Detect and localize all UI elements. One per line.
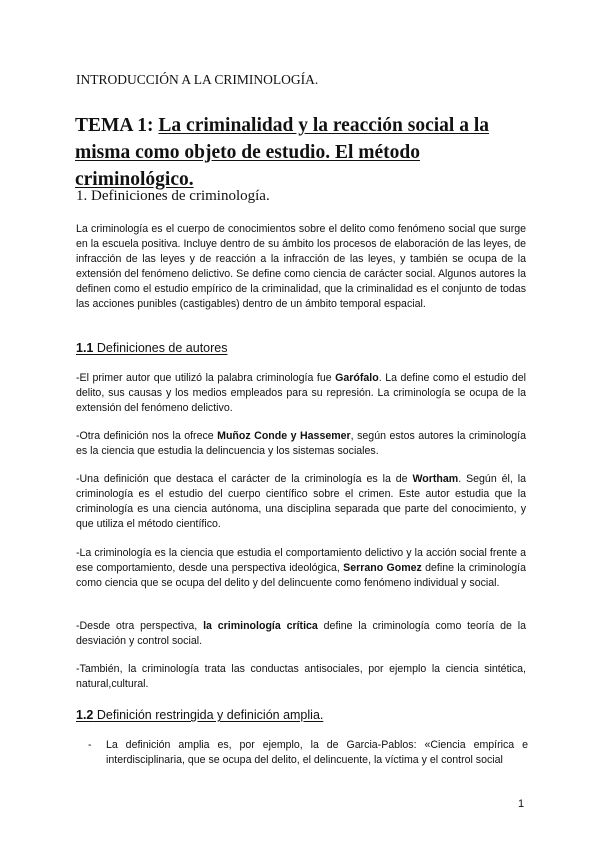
paragraph-text: -También, la criminología trata las conductas antisociales, por ejemplo la ciencia sintética, natural,cultural. — [76, 663, 526, 690]
page-number: 1 — [518, 798, 525, 810]
tema-heading — [75, 112, 535, 193]
subsection-1-2-heading — [76, 708, 323, 722]
tema-prefix: TEMA 1: — [75, 115, 159, 136]
paragraph-serrano-gomez — [76, 546, 526, 591]
paragraph-wortham — [76, 472, 526, 532]
paragraph-text: define la criminología como ciencia que se ocupa del delito y del delincuente como fenómeno individual y social. — [76, 562, 526, 589]
paragraph-text: -El primer autor que utilizó la palabra criminología fue — [76, 372, 336, 384]
paragraph-text: -Desde otra perspectiva, — [76, 620, 204, 632]
author-name: Wortham — [412, 473, 459, 485]
paragraph-text: -Una definición que destaca el carácter de la criminología es la de — [76, 473, 413, 485]
paragraph-criminologia-critica — [76, 619, 526, 649]
paragraph-text: -La criminología es la ciencia que estudia el comportamiento delictivo y la acción social frente a ese comportamiento, desde una perspectiva ideológica, — [76, 547, 526, 574]
subsection-1-2-number: 1.2 — [76, 708, 94, 722]
subsection-1-1-heading — [76, 341, 228, 355]
author-name: Garófalo — [335, 372, 379, 384]
paragraph-text: -Otra definición nos la ofrece — [76, 430, 218, 442]
author-name: Serrano Gomez — [343, 562, 422, 574]
author-name: Muñoz Conde y Hassemer — [217, 430, 351, 442]
bullet-dash: - — [88, 739, 92, 751]
paragraph-text: , según estos autores la criminología es la ciencia que estudia la delincuencia y los sistemas sociales. — [76, 430, 526, 457]
list-item — [88, 738, 528, 768]
paragraph-conductas-antisociales — [76, 662, 526, 692]
paragraph-munoz-conde — [76, 429, 526, 459]
document-header: INTRODUCCIÓN A LA CRIMINOLOGÍA. — [76, 72, 319, 87]
paragraph-garofalo — [76, 371, 526, 416]
section-1-heading: 1. Definiciones de criminología. — [76, 188, 270, 204]
subsection-1-1-title: Definiciones de autores — [93, 341, 228, 355]
author-name: la criminología crítica — [203, 620, 318, 632]
paragraph-text: . Según él, la criminología es el estudio del cuerpo científico sobre el crimen. Este autor estudia que la criminología es una ciencia autónoma, una disciplina separada que parte del conocimiento, y que utiliza el método científico. — [76, 473, 526, 530]
paragraph-text: define la criminología como teoría de la desviación y control social. — [76, 620, 526, 647]
intro-paragraph: La criminología es el cuerpo de conocimientos sobre el delito como fenómeno social que surge en la escuela positiva. Incluye dentro de su ámbito los procesos de elaboración de las leyes, de infracción de las leyes y de reacción a la infracción de las leyes, y también se ocupa de la extensión del fenómeno delictivo. Se define como ciencia de carácter social. Algunos autores la definen como el estudio empírico de la criminalidad, que la criminalidad es el conjunto de todas las acciones punibles (castigables) dentro de un ámbito temporal espacial. — [76, 223, 526, 310]
paragraph-text: . La define como el estudio del delito, sus causas y los medios empleados para su represión. La criminología se ocupa de la extensión del fenómeno delictivo. — [76, 372, 526, 414]
list-item-text: La definición amplia es, por ejemplo, la de Garcia-Pablos: «Ciencia empírica e interdisciplinaria, que se ocupa del delito, el delincuente, la víctima y el control social — [106, 739, 528, 766]
tema-title: La criminalidad y la reacción social a la misma como objeto de estudio. El método criminológico. — [75, 115, 490, 190]
subsection-1-2-title: Definición restringida y definición amplia. — [93, 708, 324, 722]
subsection-1-1-number: 1.1 — [76, 341, 94, 355]
